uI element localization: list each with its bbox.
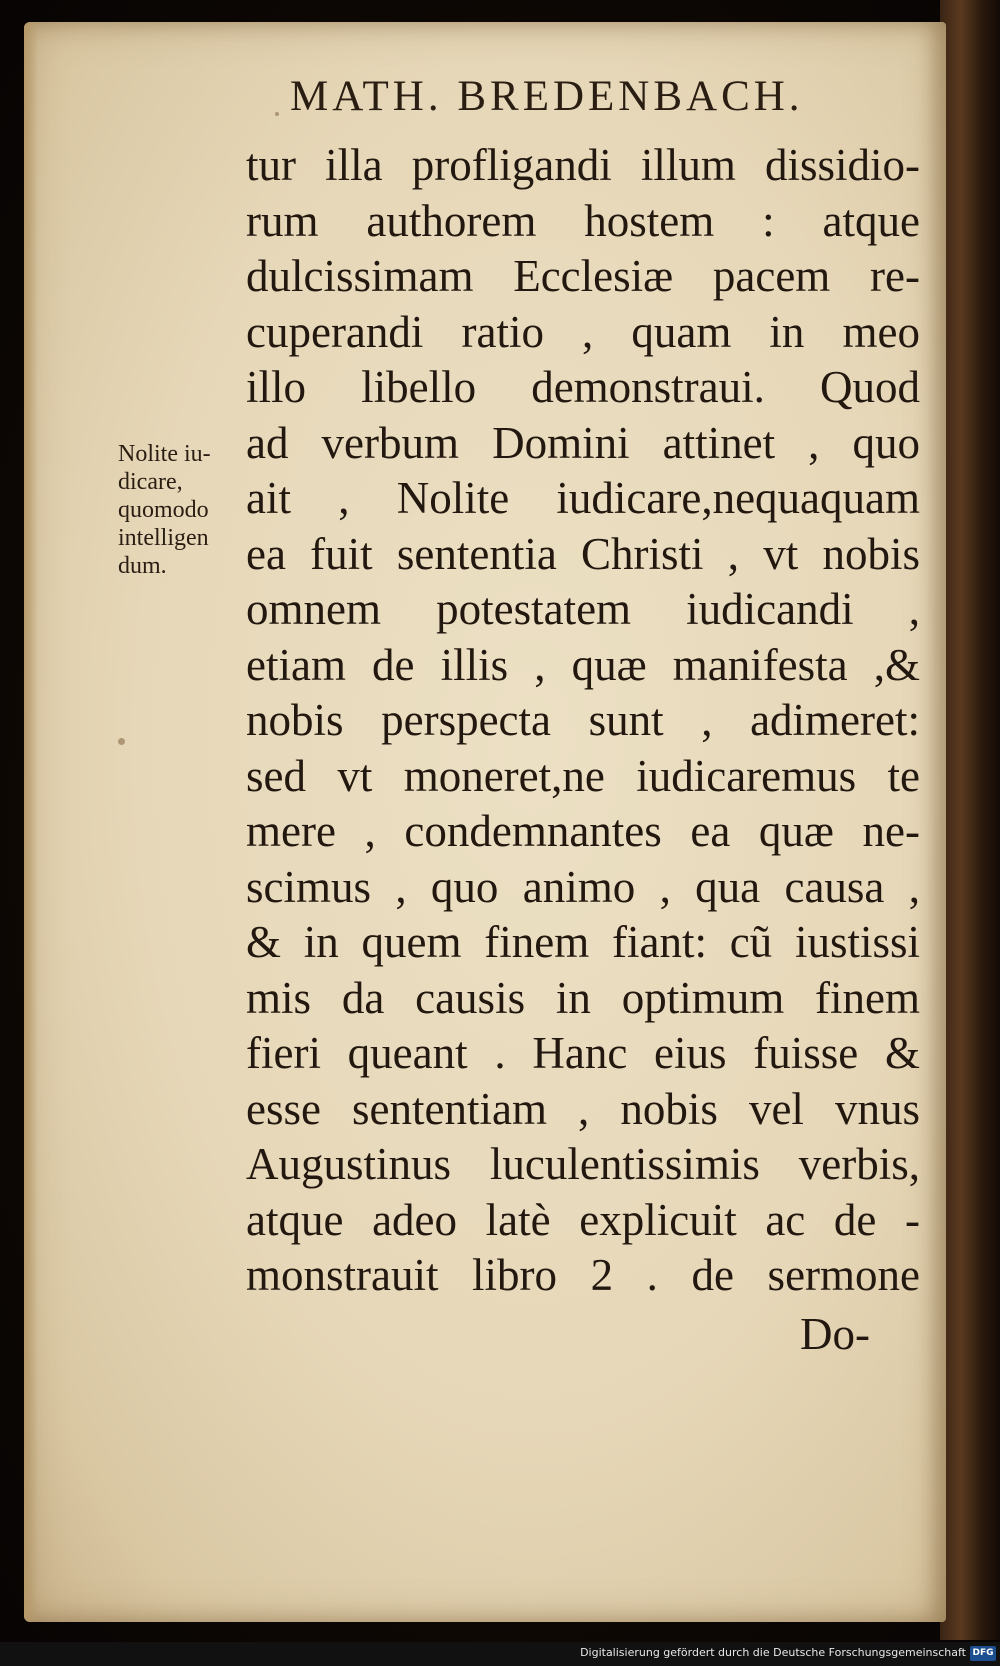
text-line: dulcissimam Ecclesiæ pacem re-	[246, 251, 920, 301]
running-head: MATH. BREDENBACH.	[290, 73, 804, 120]
text-line: mere , condemnantes ea quæ ne-	[246, 806, 920, 856]
marginal-note	[118, 440, 248, 580]
book-edge	[940, 0, 1000, 1640]
text-line: rum authorem hostem : atque	[246, 195, 920, 246]
marginal-note-line: intelligen	[118, 525, 209, 551]
body-text	[246, 138, 920, 1304]
text-line: ad verbum Domini attinet , quo	[246, 417, 920, 468]
text-line: tur illa profligandi illum dissidio-	[246, 140, 920, 190]
digitization-footer	[0, 1642, 1000, 1666]
dfg-logo: DFG	[970, 1646, 996, 1661]
text-line: atque adeo latè explicuit ac de -	[246, 1194, 920, 1245]
footer-credit: Digitalisierung gefördert durch die Deutsche Forschungsgemeinschaft	[580, 1646, 966, 1659]
text-line: sed vt moneret,ne iudicaremus te	[246, 750, 920, 801]
text-line: illo libello demonstraui. Quod	[246, 362, 920, 412]
text-line: ait , Nolite iudicare,nequaquam	[246, 473, 920, 523]
marginal-note-line: quomodo	[118, 497, 209, 523]
paper-speck	[118, 738, 125, 745]
text-line: Augustinus luculentissimis verbis,	[246, 1139, 920, 1189]
text-line: omnem potestatem iudicandi ,	[246, 584, 920, 634]
marginal-note-line: Nolite iu-	[118, 441, 211, 467]
text-line: nobis perspecta sunt , adimeret:	[246, 695, 920, 745]
text-line: scimus , quo animo , qua causa ,	[246, 861, 920, 912]
marginal-note-line: dicare,	[118, 469, 183, 495]
text-line: etiam de illis , quæ manifesta ,&	[246, 639, 920, 690]
text-line: esse sententiam , nobis vel vnus	[246, 1083, 920, 1134]
marginal-note-line: dum.	[118, 553, 167, 579]
catchword: Do-	[800, 1309, 870, 1359]
text-line: ea fuit sententia Christi , vt nobis	[246, 528, 920, 579]
text-line: monstrauit libro 2 . de sermone	[246, 1250, 920, 1300]
paper-speck	[275, 112, 279, 116]
text-line: cuperandi ratio , quam in meo	[246, 306, 920, 357]
text-line: fieri queant . Hanc eius fuisse &	[246, 1028, 920, 1078]
text-line: & in quem finem fiant: cũ iustissi	[246, 917, 920, 967]
text-line: mis da causis in optimum finem	[246, 972, 920, 1023]
